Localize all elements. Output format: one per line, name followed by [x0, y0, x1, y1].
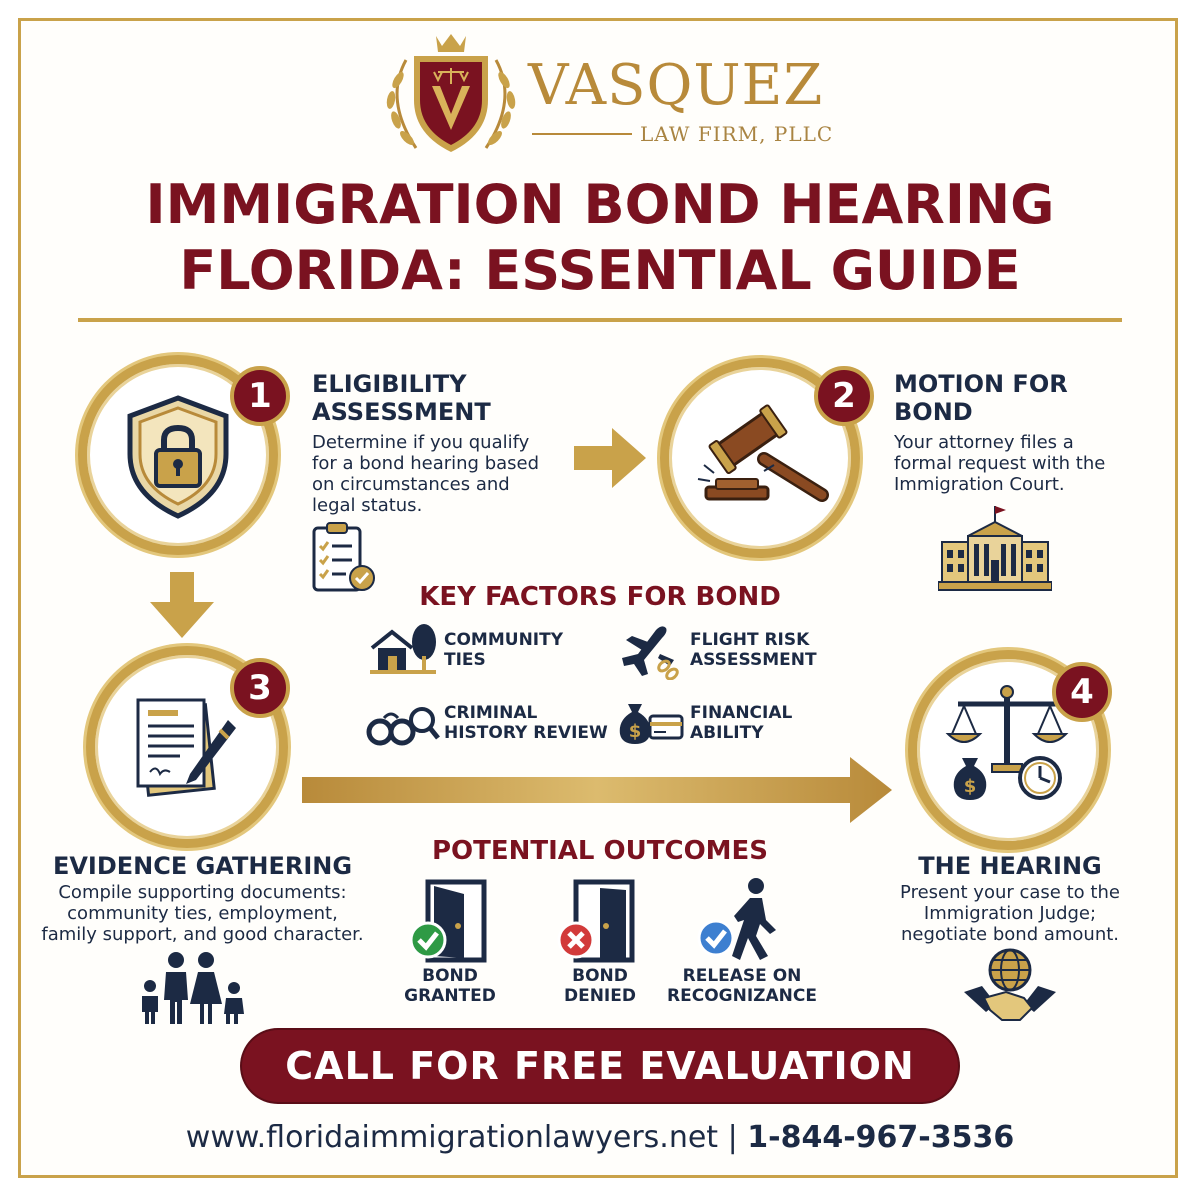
step-2-heading-line-1: MOTION FOR: [894, 370, 1068, 398]
step-1-text-line: Determine if you qualify: [312, 432, 530, 453]
factor-label-line: HISTORY REVIEW: [444, 723, 608, 743]
courthouse-icon: [938, 502, 1052, 592]
open-door-check-icon: [406, 878, 496, 964]
page-title-line-2: FLORIDA: ESSENTIAL GUIDE: [179, 239, 1021, 302]
step-2-text-line: Immigration Court.: [894, 474, 1065, 495]
key-factors-title: KEY FACTORS FOR BOND: [419, 582, 781, 612]
law-firm-crest-logo: [376, 30, 526, 162]
airplane-chain-icon: [618, 620, 684, 680]
step-4-text: [860, 882, 1160, 945]
outcome-label-line: BOND: [572, 966, 628, 986]
outcomes-title: POTENTIAL OUTCOMES: [431, 836, 769, 866]
factor-label-line: FINANCIAL: [690, 703, 793, 723]
arrow-down-icon: [148, 570, 216, 640]
footer-separator: |: [718, 1120, 748, 1155]
factor-label-line: TIES: [444, 650, 486, 670]
step-1-heading-line-2: ASSESSMENT: [312, 398, 491, 426]
brand-divider: [532, 133, 632, 135]
money-bag-card-icon: [616, 694, 684, 746]
step-3-text-line: Compile supporting documents:: [58, 882, 347, 903]
outcome-label-line: BOND: [422, 966, 478, 986]
step-4-text-line: negotiate bond amount.: [900, 924, 1120, 945]
outcome-bond-denied: [530, 966, 670, 1006]
factor-label-line: FLIGHT RISK: [690, 630, 810, 650]
shield-lock-icon: [118, 392, 238, 522]
footer-contact: [0, 1120, 1200, 1155]
documents-pen-icon: [124, 690, 244, 806]
step-4-heading: THE HEARING: [918, 852, 1102, 880]
step-2-text-line: Your attorney files a: [894, 432, 1074, 453]
step-3-text: [0, 882, 405, 945]
outcome-label-line: DENIED: [563, 986, 636, 1006]
outcome-label-line: RECOGNIZANCE: [667, 986, 817, 1006]
call-for-free-evaluation-button[interactable]: CALL FOR FREE EVALUATION: [242, 1030, 958, 1102]
brand-subtitle: LAW FIRM, PLLC: [640, 122, 834, 146]
outcome-label-line: RELEASE ON: [682, 966, 802, 986]
factor-label-line: CRIMINAL: [444, 703, 538, 723]
factor-financial-ability: [690, 703, 792, 743]
step-3-badge: 3: [230, 658, 290, 718]
outcome-label-line: GRANTED: [404, 986, 496, 1006]
step-4-text-line: Immigration Judge;: [923, 903, 1097, 924]
step-2-badge: 2: [814, 366, 874, 426]
step-2-text: [894, 432, 1105, 495]
step-4-badge: 4: [1052, 662, 1112, 722]
step-1-text-line: on circumstances and: [312, 474, 510, 495]
outcome-bond-granted: [380, 966, 520, 1006]
closed-door-x-icon: [554, 878, 644, 964]
svg-text:$: $: [628, 721, 642, 742]
title-divider: [78, 318, 1122, 322]
factor-criminal-history: [444, 703, 608, 743]
factor-label-line: ASSESSMENT: [690, 650, 817, 670]
factor-flight-risk: [690, 630, 817, 670]
family-icon: [138, 950, 248, 1026]
walking-person-check-icon: [694, 876, 784, 962]
step-3-heading: EVIDENCE GATHERING: [52, 852, 353, 880]
step-4-text-line: Present your case to the: [900, 882, 1120, 903]
phone-number-link[interactable]: 1-844-967-3536: [747, 1120, 1015, 1155]
step-1-text: [312, 432, 539, 516]
step-2-heading-line-2: BOND: [894, 398, 973, 426]
arrow-right-long-icon: [302, 755, 894, 825]
step-1-badge: 1: [230, 366, 290, 426]
brand-name: VASQUEZ: [528, 53, 824, 118]
globe-handshake-icon: [962, 946, 1058, 1028]
svg-text:$: $: [963, 776, 977, 797]
step-1-text-line: legal status.: [312, 495, 423, 516]
handcuffs-magnifier-icon: [366, 700, 440, 750]
factor-label-line: ABILITY: [690, 723, 764, 743]
factor-label-line: COMMUNITY: [444, 630, 564, 650]
arrow-right-icon: [572, 424, 648, 492]
step-1-text-line: for a bond hearing based: [312, 453, 540, 474]
website-link[interactable]: www.floridaimmigrationlawyers.net: [185, 1120, 719, 1155]
step-2-text-line: formal request with the: [894, 453, 1106, 474]
step-1-heading-line-1: ELIGIBILITY: [312, 370, 467, 398]
house-tree-icon: [368, 620, 438, 676]
step-3-text-line: family support, and good character.: [41, 924, 364, 945]
page-title-line-1: IMMIGRATION BOND HEARING: [145, 173, 1055, 236]
outcome-release-on-recognizance: [652, 966, 832, 1006]
step-3-text-line: community ties, employment,: [67, 903, 338, 924]
factor-community-ties: [444, 630, 563, 670]
gavel-icon: [692, 395, 832, 515]
